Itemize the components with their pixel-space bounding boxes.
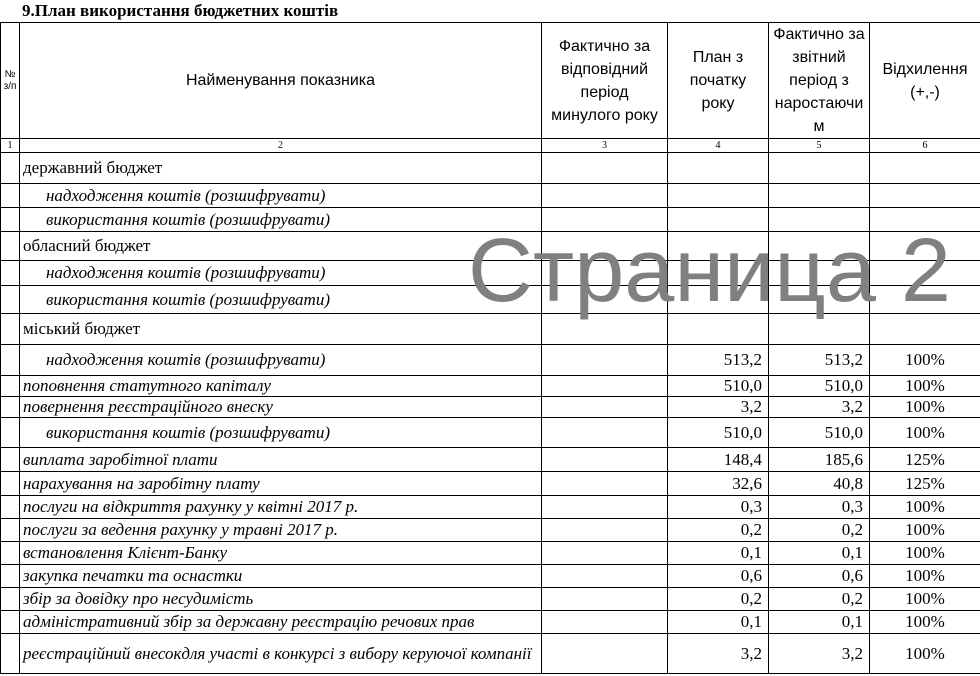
section-title: 9.План використання бюджетних коштів	[22, 1, 339, 20]
plan-value-cell	[668, 232, 769, 261]
actual-value-cell: 510,0	[769, 376, 870, 397]
indicator-name-cell: нарахування на заробітну плату	[20, 472, 542, 496]
indicator-name-cell: збір за довідку про несудимість	[20, 588, 542, 611]
plan-value-cell: 0,2	[668, 519, 769, 542]
column-number: 6	[870, 139, 980, 153]
table-row	[1, 397, 980, 418]
actual-value-cell: 0,2	[769, 588, 870, 611]
plan-value-cell: 0,1	[668, 542, 769, 565]
indicator-name-cell: надходження коштів (розшифрувати)	[20, 184, 542, 208]
actual-value-cell: 0,1	[769, 611, 870, 634]
previous-year-cell	[542, 261, 668, 286]
deviation-cell: 100%	[870, 345, 980, 376]
indicator-name-cell: використання коштів (розшифрувати)	[20, 286, 542, 314]
header-deviation: Відхилення (+,-)	[870, 23, 980, 139]
actual-value-cell: 40,8	[769, 472, 870, 496]
actual-value-cell: 185,6	[769, 448, 870, 472]
indicator-name-cell: реєстраційний внесокдля участі в конкурсі з вибору керуючої компанії	[20, 634, 542, 674]
indicator-name-cell: використання коштів (розшифрувати)	[20, 208, 542, 232]
indicator-name-cell: закупка печатки та оснастки	[20, 565, 542, 588]
indicator-name-cell: використання коштів (розшифрувати)	[20, 418, 542, 448]
row-number-cell	[1, 565, 20, 588]
table-row	[1, 588, 980, 611]
row-number-cell	[1, 345, 20, 376]
actual-value-cell	[769, 184, 870, 208]
indicator-name-cell: міський бюджет	[20, 314, 542, 345]
indicator-name-cell: послуги на відкриття рахунку у квітні 2017 р.	[20, 496, 542, 519]
indicator-name-cell: надходження коштів (розшифрувати)	[20, 345, 542, 376]
previous-year-cell	[542, 376, 668, 397]
header-row	[1, 23, 980, 139]
row-number-cell	[1, 519, 20, 542]
indicator-name-cell: адміністративний збір за державну реєстрацію речових прав	[20, 611, 542, 634]
header-plan: План з початку року	[668, 23, 769, 139]
previous-year-cell	[542, 565, 668, 588]
plan-value-cell: 513,2	[668, 345, 769, 376]
table-row	[1, 286, 980, 314]
header-indicator-name: Найменування показника	[20, 23, 542, 139]
header-number: № з/п	[1, 23, 20, 139]
row-number-cell	[1, 418, 20, 448]
row-number-cell	[1, 611, 20, 634]
column-number-row	[1, 139, 980, 153]
previous-year-cell	[542, 286, 668, 314]
previous-year-cell	[542, 184, 668, 208]
previous-year-cell	[542, 519, 668, 542]
plan-value-cell: 148,4	[668, 448, 769, 472]
actual-value-cell: 0,6	[769, 565, 870, 588]
table-row	[1, 611, 980, 634]
row-number-cell	[1, 184, 20, 208]
row-number-cell	[1, 286, 20, 314]
row-number-cell	[1, 634, 20, 674]
actual-value-cell: 0,2	[769, 519, 870, 542]
plan-value-cell	[668, 208, 769, 232]
row-number-cell	[1, 397, 20, 418]
page-watermark: Страница 2	[468, 221, 951, 321]
table-row	[1, 232, 980, 261]
header-previous-year: Фактично за відповідний період минулого року	[542, 23, 668, 139]
deviation-cell: 100%	[870, 542, 980, 565]
indicator-name-cell: обласний бюджет	[20, 232, 542, 261]
previous-year-cell	[542, 611, 668, 634]
actual-value-cell: 0,3	[769, 496, 870, 519]
previous-year-cell	[542, 542, 668, 565]
table-row	[1, 261, 980, 286]
indicator-name-cell: поповнення статутного капіталу	[20, 376, 542, 397]
table-row	[1, 496, 980, 519]
deviation-cell: 100%	[870, 519, 980, 542]
plan-value-cell	[668, 286, 769, 314]
row-number-cell	[1, 376, 20, 397]
row-number-cell	[1, 472, 20, 496]
row-number-cell	[1, 496, 20, 519]
actual-value-cell: 510,0	[769, 418, 870, 448]
column-number: 2	[20, 139, 542, 153]
table-row	[1, 345, 980, 376]
previous-year-cell	[542, 208, 668, 232]
actual-value-cell	[769, 232, 870, 261]
deviation-cell: 100%	[870, 565, 980, 588]
row-number-cell	[1, 588, 20, 611]
actual-value-cell: 0,1	[769, 542, 870, 565]
deviation-cell: 100%	[870, 634, 980, 674]
table-row	[1, 184, 980, 208]
previous-year-cell	[542, 588, 668, 611]
column-number: 1	[1, 139, 20, 153]
actual-value-cell: 3,2	[769, 397, 870, 418]
actual-value-cell	[769, 314, 870, 345]
plan-value-cell: 510,0	[668, 376, 769, 397]
table-row	[1, 634, 980, 674]
actual-value-cell	[769, 286, 870, 314]
deviation-cell	[870, 314, 980, 345]
plan-value-cell: 0,2	[668, 588, 769, 611]
row-number-cell	[1, 153, 20, 184]
row-number-cell	[1, 232, 20, 261]
header-actual: Фактично за звітний період з наростаючи м	[769, 23, 870, 139]
indicator-name-cell: виплата заробітної плати	[20, 448, 542, 472]
previous-year-cell	[542, 397, 668, 418]
deviation-cell	[870, 153, 980, 184]
table-row	[1, 208, 980, 232]
table-row	[1, 542, 980, 565]
previous-year-cell	[542, 153, 668, 184]
indicator-name-cell: послуги за ведення рахунку у травні 2017 р.	[20, 519, 542, 542]
deviation-cell: 100%	[870, 418, 980, 448]
previous-year-cell	[542, 418, 668, 448]
previous-year-cell	[542, 496, 668, 519]
previous-year-cell	[542, 472, 668, 496]
indicator-name-cell: встановлення Клієнт-Банку	[20, 542, 542, 565]
actual-value-cell	[769, 153, 870, 184]
deviation-cell: 100%	[870, 397, 980, 418]
previous-year-cell	[542, 314, 668, 345]
deviation-cell	[870, 208, 980, 232]
table-row	[1, 376, 980, 397]
budget-plan-table	[0, 22, 980, 674]
actual-value-cell	[769, 261, 870, 286]
table-row	[1, 448, 980, 472]
plan-value-cell	[668, 314, 769, 345]
actual-value-cell: 3,2	[769, 634, 870, 674]
plan-value-cell: 32,6	[668, 472, 769, 496]
previous-year-cell	[542, 345, 668, 376]
row-number-cell	[1, 314, 20, 345]
plan-value-cell	[668, 261, 769, 286]
deviation-cell: 125%	[870, 472, 980, 496]
column-number: 3	[542, 139, 668, 153]
indicator-name-cell: державний бюджет	[20, 153, 542, 184]
previous-year-cell	[542, 448, 668, 472]
table-row	[1, 314, 980, 345]
deviation-cell	[870, 286, 980, 314]
actual-value-cell: 513,2	[769, 345, 870, 376]
plan-value-cell: 0,1	[668, 611, 769, 634]
deviation-cell: 100%	[870, 376, 980, 397]
row-number-cell	[1, 208, 20, 232]
plan-value-cell: 510,0	[668, 418, 769, 448]
deviation-cell: 100%	[870, 496, 980, 519]
plan-value-cell	[668, 153, 769, 184]
deviation-cell: 125%	[870, 448, 980, 472]
table-row	[1, 418, 980, 448]
column-number: 4	[668, 139, 769, 153]
plan-value-cell: 0,6	[668, 565, 769, 588]
actual-value-cell	[769, 208, 870, 232]
indicator-name-cell: повернення реєстраційного внеску	[20, 397, 542, 418]
previous-year-cell	[542, 634, 668, 674]
table-row	[1, 565, 980, 588]
plan-value-cell: 0,3	[668, 496, 769, 519]
row-number-cell	[1, 542, 20, 565]
deviation-cell	[870, 232, 980, 261]
indicator-name-cell: надходження коштів (розшифрувати)	[20, 261, 542, 286]
plan-value-cell: 3,2	[668, 397, 769, 418]
row-number-cell	[1, 261, 20, 286]
deviation-cell: 100%	[870, 611, 980, 634]
row-number-cell	[1, 448, 20, 472]
column-number: 5	[769, 139, 870, 153]
table-row	[1, 153, 980, 184]
deviation-cell	[870, 184, 980, 208]
plan-value-cell	[668, 184, 769, 208]
table-row	[1, 519, 980, 542]
plan-value-cell: 3,2	[668, 634, 769, 674]
deviation-cell	[870, 261, 980, 286]
table-row	[1, 472, 980, 496]
previous-year-cell	[542, 232, 668, 261]
deviation-cell: 100%	[870, 588, 980, 611]
